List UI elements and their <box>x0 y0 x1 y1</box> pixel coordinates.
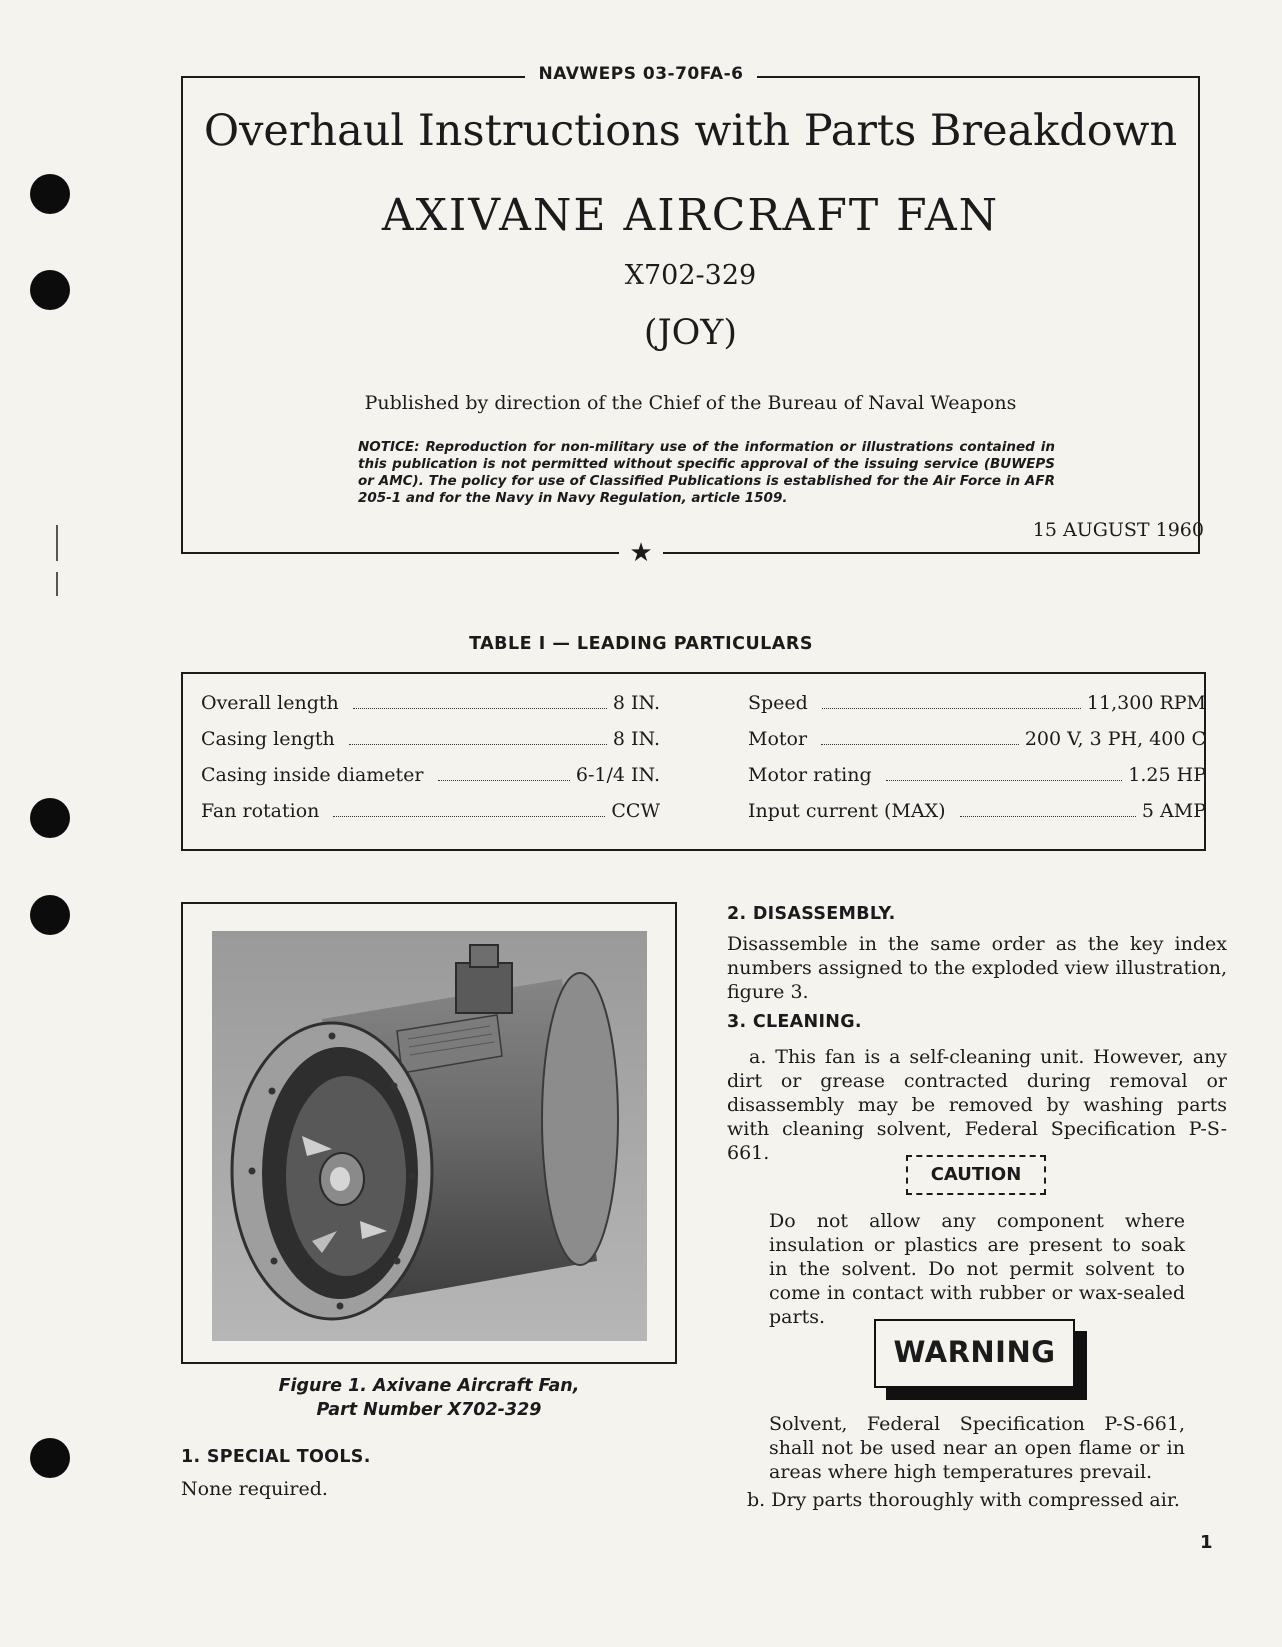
document-title: Overhaul Instructions with Parts Breakdown <box>203 106 1178 156</box>
table-row <box>748 728 1206 758</box>
edge-mark <box>56 572 58 596</box>
leader-dots <box>960 815 1136 817</box>
row-value: 200 V, 3 PH, 400 C <box>1024 728 1206 750</box>
leader-dots <box>349 743 607 745</box>
row-value: 8 IN. <box>612 692 660 714</box>
page-number: 1 <box>1200 1532 1213 1553</box>
row-label: Speed <box>748 692 808 714</box>
table-row <box>748 764 1206 794</box>
table-row <box>201 764 660 794</box>
document-number: NAVWEPS 03-70FA-6 <box>0 64 1282 84</box>
row-value: 8 IN. <box>612 728 660 750</box>
row-label: Fan rotation <box>201 800 320 822</box>
leader-dots <box>821 743 1019 745</box>
warning-text-label: WARNING <box>874 1319 1075 1388</box>
section-heading-cleaning: 3. CLEANING. <box>727 1012 862 1032</box>
caption-line: Part Number X702-329 <box>316 1400 542 1420</box>
publication-date: 15 AUGUST 1960 <box>1032 519 1204 541</box>
row-label: Motor <box>748 728 808 750</box>
special-tools-body: None required. <box>181 1478 328 1500</box>
cleaning-para-a: a. This fan is a self-cleaning unit. However, any dirt or grease contracted during removal or disassembly may be removed by washing parts with cleaning solvent, Federal Specification P-S-661. <box>727 1046 1227 1164</box>
row-value: 6-1/4 IN. <box>575 764 660 786</box>
table-row <box>201 800 660 830</box>
warning-text: Solvent, Federal Specification P-S-661, shall not be used near an open flame or in areas where high temperatures prevail. <box>769 1413 1185 1483</box>
table-title: TABLE I — LEADING PARTICULARS <box>469 634 813 654</box>
table-row <box>748 800 1206 830</box>
section-heading-special-tools: 1. SPECIAL TOOLS. <box>181 1447 371 1467</box>
leader-dots <box>333 815 605 817</box>
caption-line: Figure 1. Axivane Aircraft Fan, <box>278 1376 580 1396</box>
document-subject: AXIVANE AIRCRAFT FAN <box>381 190 1000 241</box>
leader-dots <box>822 707 1081 709</box>
section-heading-disassembly: 2. DISASSEMBLY. <box>727 904 896 924</box>
row-value: 11,300 RPM <box>1086 692 1206 714</box>
binder-hole <box>30 270 70 310</box>
row-value: 1.25 HP <box>1128 764 1206 786</box>
cleaning-para-b: b. Dry parts thoroughly with compressed air. <box>747 1489 1180 1511</box>
publisher-line: Published by direction of the Chief of the Bureau of Naval Weapons <box>364 392 1017 414</box>
leader-dots <box>438 779 570 781</box>
row-label: Input current (MAX) <box>748 800 946 822</box>
disassembly-body: Disassemble in the same order as the key index numbers assigned to the exploded view illustration, figure 3. <box>727 933 1227 1003</box>
row-label: Casing length <box>201 728 335 750</box>
caution-text: Do not allow any component where insulation or plastics are present to soak in the solvent. Do not permit solvent to come in contact with rubber or wax-sealed parts. <box>769 1210 1185 1328</box>
star-icon: ★ <box>0 536 1282 570</box>
leader-dots <box>353 707 607 709</box>
reproduction-notice: NOTICE: Reproduction for non-military use of the information or illustrations contained in this publication is not permitted without specific approval of the issuing service (BUWEPS or AMC). The policy for use of Classified Publications is established for the Air Force in AFR 205-1 and for the Navy in Navy Regulation, article 1509. <box>358 439 1055 506</box>
row-value: 5 AMP <box>1141 800 1206 822</box>
figure-caption <box>181 1374 677 1422</box>
binder-hole <box>30 798 70 838</box>
leader-dots <box>886 779 1123 781</box>
table-row <box>748 692 1206 722</box>
warning-label <box>874 1319 1087 1400</box>
part-number: X702-329 <box>624 260 757 291</box>
fan-photo <box>212 931 647 1341</box>
binder-hole <box>30 1438 70 1478</box>
caution-label: CAUTION <box>906 1155 1046 1195</box>
manufacturer: (JOY) <box>643 313 738 353</box>
table-row <box>201 728 660 758</box>
table-row <box>201 692 660 722</box>
binder-hole <box>30 895 70 935</box>
row-label: Casing inside diameter <box>201 764 424 786</box>
binder-hole <box>30 174 70 214</box>
row-value: CCW <box>611 800 660 822</box>
row-label: Overall length <box>201 692 339 714</box>
row-label: Motor rating <box>748 764 872 786</box>
